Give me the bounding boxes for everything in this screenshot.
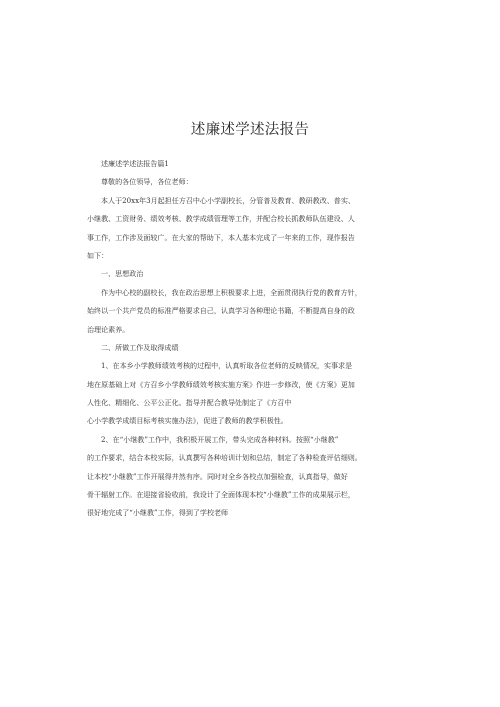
document-body (87, 155, 417, 523)
body-text-line: 2、在“小继教”工作中，我积极开展工作，带头完成各种材料。按照“小继教” (101, 434, 339, 444)
body-text-line: 始终以一个共产党员的标准严格要求自己，认真学习各种理论书籍，不断提高自身的政 (87, 306, 355, 316)
body-text-line: 述廉述学述法报告篇1 (101, 159, 169, 168)
document-title: 述廉述学述法报告 (190, 122, 310, 138)
body-text-line: 尊敬的各位领导，各位老师： (101, 177, 193, 187)
body-text-line: 本人于20xx年3月起担任方召中心小学副校长，分管普及教育、教研教改、普实、 (101, 195, 355, 205)
body-text-line: 的工作要求，结合本校实际，认真撰写各种培训计划和总结，制定了各种检查评估细则。 (87, 453, 362, 463)
body-text-line: 小继教、工资财务、绩效考核、教学成绩管理等工作，并配合校长抓教师队伍建设、人 (87, 214, 355, 224)
body-text-line: 如下： (87, 250, 109, 260)
body-text-line: 二、所做工作及取得成绩 (101, 342, 179, 352)
body-text-line: 作为中心校的副校长，我在政治思想上积极要求上进，全面贯彻执行党的教育方针， (101, 287, 362, 297)
body-text-line: 地在原基础上对《方召乡小学教师绩效考核实施方案》作进一步修改，使《方案》更加 (87, 379, 355, 389)
body-text-line: 1、在本乡小学教师绩效考核的过程中，认真听取各位老师的反映情况，实事求是 (101, 361, 353, 371)
body-text-line: 治理论素养。 (87, 324, 130, 334)
body-text-line: 很好地完成了“小继教”工作，得到了学校老师 (87, 508, 229, 518)
body-text-line: 骨干辐射工作。在迎接省验收前，我设计了全面体现本校“小继教”工作的成果展示栏， (87, 490, 355, 500)
body-text-line: 让本校“小继教”工作开展得井然有序。同时对全乡各校点加强检查，认真指导，做好 (87, 471, 348, 481)
body-text-line: 事工作，工作涉及面较广。在大家的帮助下，本人基本完成了一年来的工作，现作报告 (87, 232, 355, 242)
body-text-line: 一、思想政治 (101, 269, 144, 279)
body-text-line: 人性化、精细化、公平公正化。指导并配合教导处制定了《方召中 (87, 398, 292, 408)
body-text-line: 心小学教学成绩目标考核实施办法》，促进了教师的教学积极性。 (87, 416, 288, 426)
